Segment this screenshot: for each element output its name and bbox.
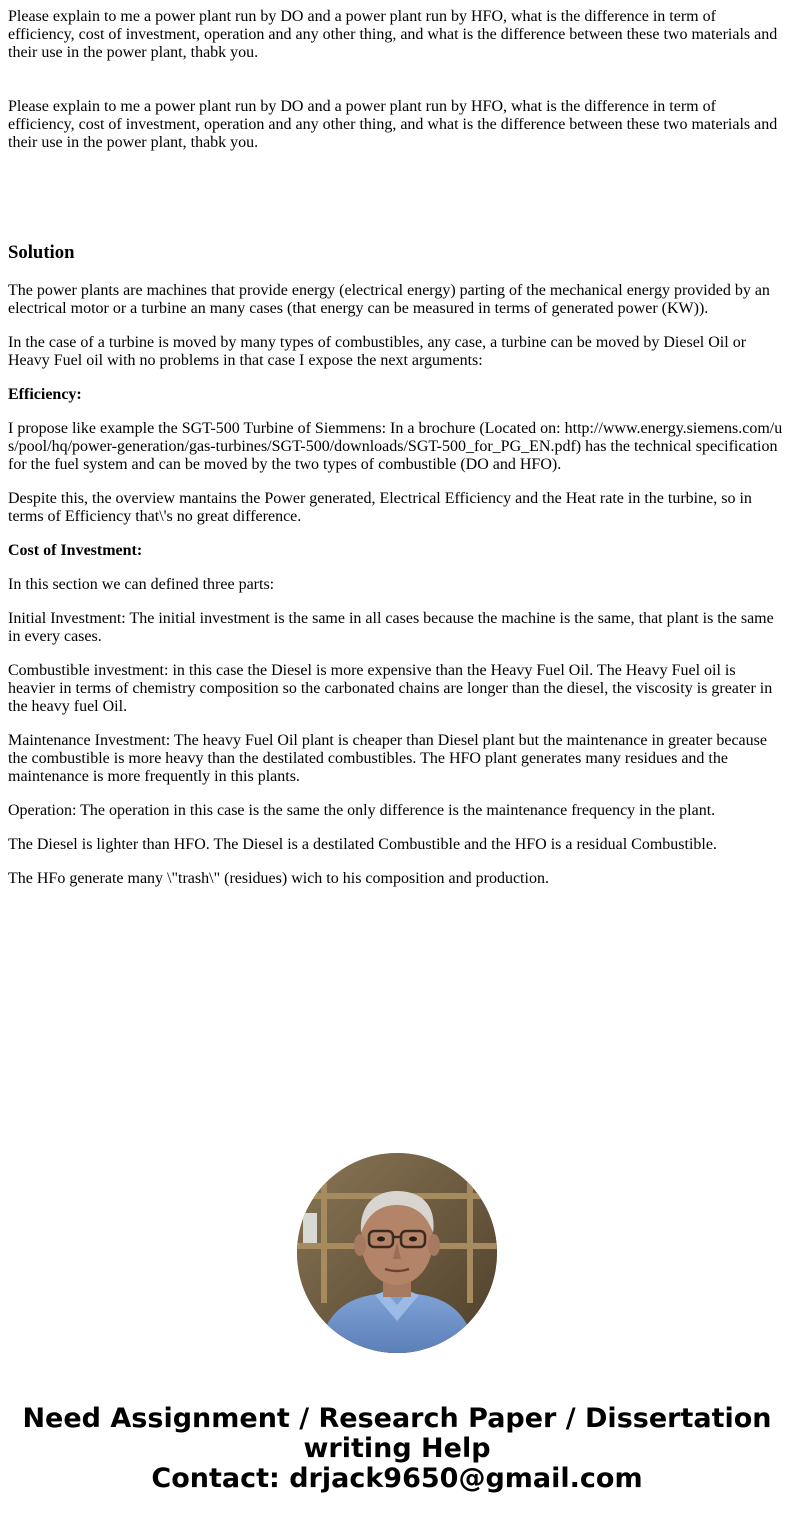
cost-heading: Cost of Investment: [8, 542, 143, 559]
hfo-trash-paragraph: The HFo generate many \"trash\" (residues) wich to his composition and production. [8, 870, 549, 887]
solution-intro: The power plants are machines that provide energy (electrical energy) parting of the mechanical energy provided by an electrical motor or a turbine an many cases (that energy can be measured in terms of generated power (KW)). [8, 282, 770, 317]
diesel-vs-hfo-paragraph: The Diesel is lighter than HFO. The Diesel is a destilated Combustible and the HFO is a residual Combustible. [8, 836, 717, 853]
combustible-investment-paragraph: Combustible investment: in this case the Diesel is more expensive than the Heavy Fuel Oil. The Heavy Fuel oil is heavier in terms of chemistry composition so the carbonated chains are longer than the diesel, the viscosity is greater in the heavy fuel Oil. [8, 662, 773, 715]
avatar-portrait-image [297, 1153, 497, 1353]
cost-intro: In this section we can defined three parts: [8, 576, 275, 593]
efficiency-paragraph-1: I propose like example the SGT-500 Turbine of Siemmens: In a brochure (Located on: http://www.energy.siemens.com/us/pool/hq/power-generation/gas-turbines/SGT-500/downloads/SGT-500_for_PG_EN.pdf) has the technical specification for the fuel system and can be moved by the two types of combustible (DO and HFO). [8, 420, 783, 473]
document-body [8, 8, 784, 904]
question-text-repeat: Please explain to me a power plant run by DO and a power plant run by HFO, what is the difference in term of efficiency, cost of investment, operation and any other thing, and what is the difference between these two materials and their use in the power plant, thabk you. [8, 98, 778, 151]
operation-paragraph: Operation: The operation in this case is the same the only difference is the maintenance frequency in the plant. [8, 802, 716, 819]
promo-footer [0, 1404, 794, 1494]
avatar [297, 1153, 497, 1353]
spacer [8, 168, 784, 242]
promo-line-help: Need Assignment / Research Paper / Dissertation writing Help [22, 1403, 772, 1464]
promo-line-contact: Contact: drjack9650@gmail.com [151, 1463, 643, 1494]
question-text: Please explain to me a power plant run by DO and a power plant run by HFO, what is the difference in term of efficiency, cost of investment, operation and any other thing, and what is the difference between these two materials and their use in the power plant, thabk you. [8, 8, 778, 61]
initial-investment-paragraph: Initial Investment: The initial investment is the same in all cases because the machine is the same, that plant is the same in every cases. [8, 610, 774, 645]
maintenance-investment-paragraph: Maintenance Investment: The heavy Fuel Oil plant is cheaper than Diesel plant but the maintenance in greater because the combustible is more heavy than the destilated combustibles. The HFO plant generates many residues and the maintenance is more frequently in this plants. [8, 732, 767, 785]
efficiency-heading: Efficiency: [8, 386, 82, 403]
turbine-case-paragraph: In the case of a turbine is moved by many types of combustibles, any case, a turbine can be moved by Diesel Oil or Heavy Fuel oil with no problems in that case I expose the next arguments: [8, 334, 747, 369]
efficiency-paragraph-2: Despite this, the overview mantains the Power generated, Electrical Efficiency and the Heat rate in the turbine, so in terms of Efficiency that\'s no great difference. [8, 490, 752, 525]
solution-heading: Solution [8, 242, 75, 263]
